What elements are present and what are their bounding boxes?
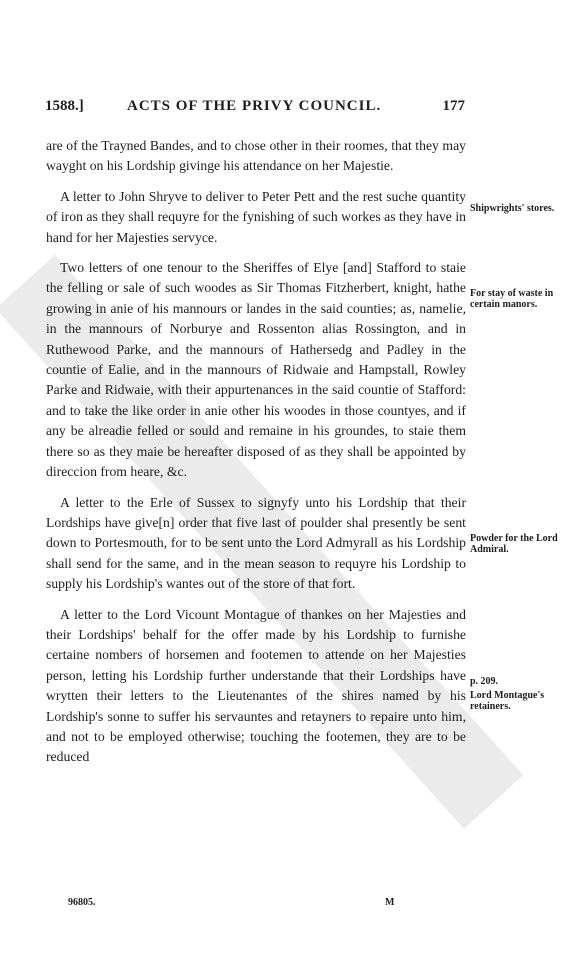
running-header — [45, 98, 465, 118]
page-number: 177 — [442, 98, 465, 114]
signature-mark: M — [385, 897, 395, 908]
paragraph-4: A letter to the Erle of Sussex to signyfy unto his Lordship that their Lordships have give[n] order that five last of poulder shal presently be sent down to Portesmouth, for to be sent unto the Lord Admyrall as his Lordship shall send for the same, and in the mean season to requyre his Lordship to supply his Lordship's wantes out of the store of that fort. — [46, 494, 466, 592]
body-text — [46, 136, 466, 778]
side-note-page-ref: p. 209. — [470, 676, 499, 687]
page-footer — [68, 897, 408, 911]
print-code: 96805. — [68, 897, 96, 908]
side-note-waste: For stay of waste in certain manors. — [470, 288, 554, 310]
side-note-powder: Powder for the Lord Admiral. — [470, 533, 558, 555]
paragraph-3: Two letters of one tenour to the Sheriffes of Elye [and] Stafford to staie the felling or sale of such woodes as Sir Thomas Fitzherbert, knight, hathe growing in anie of his mannours or landes in the said counties; as, namelie, in the mannours of Norburye and Rossenton alias Rossington, and in Ruthewood Parke, and the mannours of Hathersedg and Padley in the countie of Ealie, and in the mannours of Ridwaie and Hampstall, Rowley Parke and Ridwaie, with their appurtenances in the said countie of Stafford: and to take the like order in anie other his woodes in those countyes, and if any be alreadie felled or sould and remaine in his groundes, to staie them there so as they maie be hereafter disposed of as they shall be appointed by direccion from heare, &c. — [46, 260, 466, 480]
paragraph-5: A letter to the Lord Vicount Montague of thankes on her Majesties and their Lordships' behalf for the offer made by his Lordship to furnishe certaine nombers of horsemen and footemen to attende on her Majesties person, letting his Lordship further understande that their Lordships have wrytten their letters to the Lieutenantes of the shires named by his Lordship's sonne to suffer his servauntes and retayners to repaire unto him, and not to be employed otherwise; touching the footemen, they are to be reduced — [46, 606, 466, 765]
paragraph-1: are of the Trayned Bandes, and to chose other in their roomes, that they may wayght on his Lordship givinge his attendance on her Majestie. — [46, 138, 466, 174]
side-note-retainers: Lord Montague's retainers. — [470, 690, 545, 712]
side-note-shipwrights: Shipwrights' stores. — [470, 203, 555, 214]
paragraph-2: A letter to John Shryve to deliver to Peter Pett and the rest suche quantity of iron as they shall requyre for the fynishing of such workes as they have in hand for her Majesties servyce. — [46, 188, 466, 245]
header-title: ACTS OF THE PRIVY COUNCIL. — [127, 98, 382, 114]
header-year: 1588.] — [45, 98, 84, 114]
